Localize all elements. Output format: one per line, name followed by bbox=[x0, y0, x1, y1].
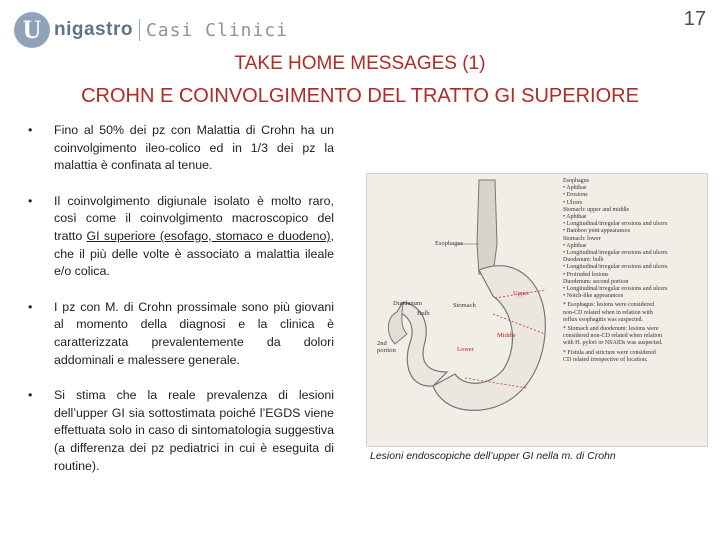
lesion-list-item: • Longitudinal/irregular erosions and ulcers bbox=[563, 286, 668, 293]
bullet-text: I pz con M. di Crohn prossimale sono più giovani al momento della diagnosi e la clinica è caratterizzata prevalentemente da dolori addominali e malessere generale. bbox=[54, 299, 334, 367]
lesion-list-item: with H. pylori or NSAIDs was suspected. bbox=[563, 340, 663, 347]
bullet-item bbox=[28, 387, 334, 475]
lesion-list-item: • Longitudinal/irregular erosions and ulcers bbox=[563, 221, 668, 228]
lesion-list-item: • Ulcers bbox=[563, 199, 583, 206]
bullet-item bbox=[28, 122, 334, 175]
lesion-list-item: * Fistula and stricture were considered bbox=[563, 349, 656, 356]
lesion-list-item: Duodenum: second portion bbox=[563, 278, 629, 285]
lesion-list-item: • Erosions bbox=[563, 192, 588, 199]
logo-subtitle: Casi Clinici bbox=[145, 19, 288, 41]
upper-gi-figure bbox=[366, 173, 708, 447]
label-esophagus: Esophagus bbox=[435, 240, 464, 247]
lesion-list-item: Stomach: upper and middle bbox=[563, 206, 630, 213]
slide-title: TAKE HOME MESSAGES (1) bbox=[234, 53, 486, 74]
lesion-list-item: CD related irrespective of location. bbox=[563, 356, 648, 363]
esophagus-shape bbox=[477, 180, 497, 274]
stomach-shape bbox=[433, 266, 545, 411]
lesion-list-item: reflux esophagitis was suspected. bbox=[563, 316, 643, 323]
lesion-list-item: Stomach: lower bbox=[563, 235, 601, 242]
lesion-list-item: * Stomach and duodenum: lesions were bbox=[563, 326, 659, 333]
lesion-list-item: Esophagus bbox=[563, 178, 589, 184]
label-stomach: Stomach bbox=[453, 302, 476, 309]
lesion-list-item: non-CD related when in relation with bbox=[563, 309, 653, 316]
bullet-text: Il coinvolgimento digiunale isolato è molto raro, così come il coinvolgimento macroscopico del tratto bbox=[54, 193, 334, 243]
lesion-list-item: • Notch-like appearances bbox=[563, 293, 624, 300]
bullet-underlined-text: GI superiore (esofago, stomaco e duodeno) bbox=[86, 228, 331, 243]
logo-text: nigastro bbox=[54, 19, 133, 40]
label-second-portion: 2nd portion bbox=[377, 340, 396, 354]
bullet-text: Si stima che la reale prevalenza di lesioni dell’upper GI sia sottostimata poiché l’EGDS viene effettuata solo in caso di sintomatologia suggestiva (a differenza dei pz pediatrici in cui è eseguita di routine). bbox=[54, 388, 334, 473]
lesion-list-item: • Longitudinal/irregular erosions and ulcers bbox=[563, 250, 668, 257]
lesion-list-item: • Aphthae bbox=[563, 242, 587, 249]
label-bulb: Bulb bbox=[417, 310, 430, 317]
label-upper: Upper bbox=[513, 290, 530, 297]
logo-separator bbox=[139, 19, 140, 41]
label-lower: Lower bbox=[457, 346, 474, 353]
lesion-list bbox=[563, 178, 705, 364]
lesion-list-item: Duodenum: bulb bbox=[563, 257, 604, 264]
bullet-item bbox=[28, 193, 334, 281]
label-duodenum: Duodenum bbox=[393, 300, 422, 307]
bullet-item bbox=[28, 299, 334, 369]
stomach-diagram bbox=[367, 174, 567, 446]
bullet-text: Fino al 50% dei pz con Malattia di Crohn ha un coinvolgimento ileo-colico ed in 1/3 dei pz la malattia è confinata al tenue. bbox=[54, 123, 334, 173]
lesion-list-item: • Aphthae bbox=[563, 185, 587, 192]
bullet-list bbox=[28, 122, 334, 475]
lesion-list-item: • Longitudinal/irregular erosions and ulcers bbox=[563, 264, 668, 271]
label-middle: Middle bbox=[497, 332, 516, 339]
bullet-text: , che il più delle volte è associato a malattia ileale e/o colica. bbox=[54, 228, 334, 279]
lesion-list-item: • Bamboo joint appearances bbox=[563, 228, 631, 235]
figure-caption: Lesioni endoscopiche dell’upper GI nella m. di Crohn bbox=[370, 450, 616, 462]
unigastro-logo bbox=[14, 10, 304, 50]
logo-mark: U bbox=[14, 12, 50, 48]
slide-number: 17 bbox=[683, 8, 706, 30]
lesion-list-item: • Protruded lesions bbox=[563, 271, 609, 278]
lesion-list-item: * Esophagus: lesions were considered bbox=[563, 302, 654, 309]
lesion-list-item: • Aphthae bbox=[563, 214, 587, 221]
lesion-list-item: considered non-CD related when relation bbox=[563, 333, 662, 340]
slide-subtitle: CROHN E COINVOLGIMENTO DEL TRATTO GI SUPERIORE bbox=[81, 85, 639, 107]
